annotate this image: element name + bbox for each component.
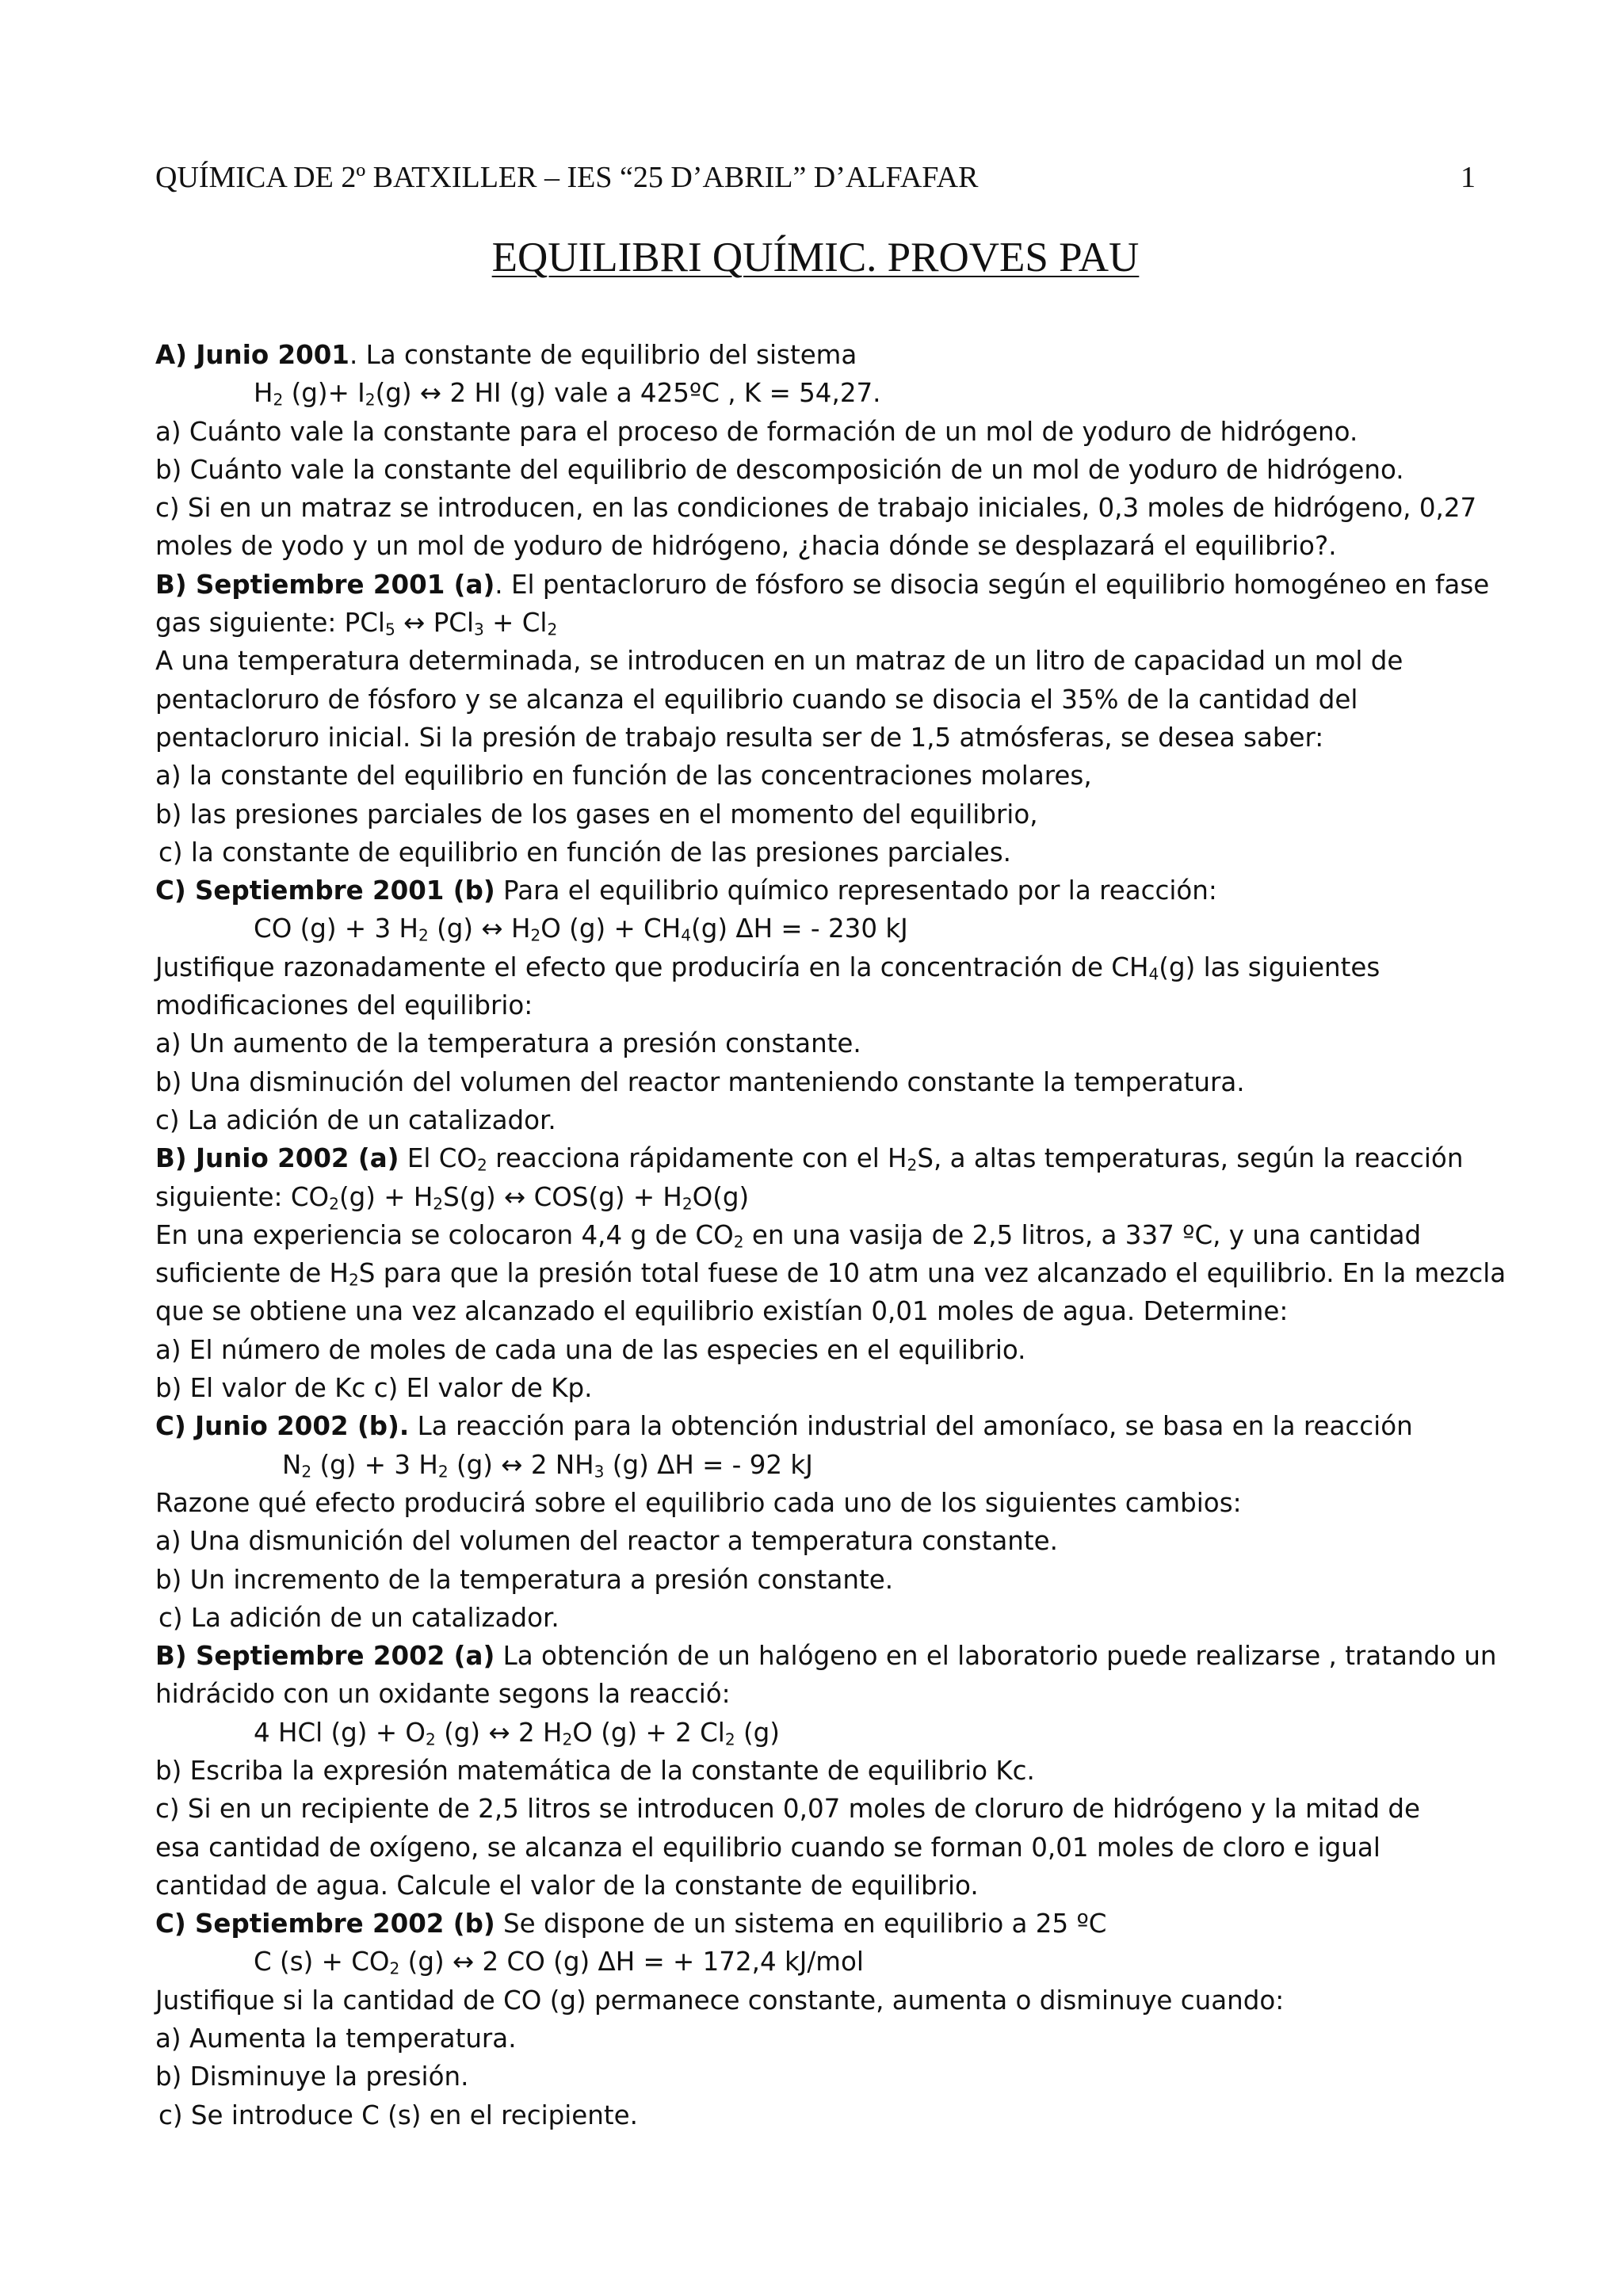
problem-text: . La constante de equilibrio del sistema	[349, 340, 857, 370]
header-text: QUÍMICA DE 2º BATXILLER – IES “25 D’ABRIL” D’ALFAFAR	[155, 161, 979, 194]
text-line: a) la constante del equilibrio en función de las concentraciones molares,	[155, 761, 1092, 791]
subscript: 2	[724, 1730, 735, 1749]
text-line	[155, 1254, 1507, 1292]
text-line: a) Un aumento de la temperatura a presión constante.	[155, 1028, 861, 1059]
eq-part: (g)+ I	[283, 378, 365, 409]
eq-part: (g) + H	[338, 1181, 433, 1212]
text-line	[155, 948, 1487, 986]
eq-part: ↔ PCl	[395, 608, 475, 639]
text-line: pentacloruro inicial. Si la presión de trabajo resulta ser de 1,5 atmósferas, se desea saber:	[155, 722, 1324, 753]
eq-part: S(g) ↔ COS(g) + H	[443, 1181, 682, 1212]
problem-a-heading	[155, 336, 1487, 374]
problem-c3-equation	[155, 1943, 1487, 1981]
eq-part: (g) ↔ 2 HI (g) vale a 425ºC , K = 54,27.	[375, 378, 881, 409]
text-line: a) Cuánto vale la constante para el proceso de formación de un mol de yoduro de hidrógeno.	[155, 416, 1358, 447]
text-line: b) Una disminución del volumen del reactor manteniendo constante la temperatura.	[155, 1066, 1245, 1097]
problem-label: A) Junio 2001	[155, 340, 349, 370]
subscript: 2	[682, 1193, 693, 1213]
text-line: a) Aumenta la temperatura.	[155, 2023, 517, 2054]
subscript: 3	[594, 1462, 605, 1482]
text-part: suficiente de H	[155, 1258, 349, 1289]
subscript: 2	[365, 390, 376, 410]
eq-part: (g) ↔ 2 NH	[448, 1449, 594, 1480]
text-line: moles de yodo y un mol de yoduro de hidrógeno, ¿hacia dónde se desplazará el equilibrio?.	[155, 531, 1337, 562]
problem-text: El CO	[399, 1143, 477, 1174]
problem-b2-equation	[155, 1178, 1487, 1216]
subscript: 2	[433, 1193, 444, 1213]
eq-part: + Cl	[483, 608, 548, 639]
subscript: 4	[681, 925, 692, 945]
subscript: 2	[273, 390, 284, 410]
eq-part: O (g) + CH	[540, 913, 682, 944]
text-line: b) Un incremento de la temperatura a presión constante.	[155, 1564, 894, 1595]
text-line	[155, 1216, 1487, 1254]
subscript: 2	[907, 1155, 918, 1175]
text-part: (g) las siguientes	[1159, 952, 1381, 982]
problem-b1-equation	[155, 604, 1487, 642]
subscript: 2	[389, 1958, 400, 1978]
subscript: 2	[437, 1462, 449, 1482]
text-line: hidrácido con un oxidante segons la reacció:	[155, 1679, 731, 1710]
eq-part: O(g)	[692, 1181, 750, 1212]
subscript: 4	[1148, 964, 1159, 984]
text-line: a) El número de moles de cada una de las especies en el equilibrio.	[155, 1334, 1026, 1365]
eq-part: (g) ↔ 2 CO (g) ΔH = + 172,4 kJ/mol	[399, 1947, 864, 1978]
subscript: 2	[329, 1193, 339, 1213]
text-part: En una experiencia se colocaron 4,4 g de CO	[155, 1219, 734, 1250]
problem-label: C) Septiembre 2002 (b)	[155, 1909, 495, 1939]
problem-b3-equation	[155, 1714, 1487, 1752]
problem-label: B) Septiembre 2002 (a)	[155, 1641, 495, 1672]
eq-part: (g) + 3 H	[311, 1449, 438, 1480]
problem-label: C) Septiembre 2001 (b)	[155, 875, 495, 906]
problem-c1-heading	[155, 871, 1487, 910]
text-line: modificaciones del equilibrio:	[155, 990, 533, 1021]
text-part: S para que la presión total fuese de 10 atm una vez alcanzado el equilibrio. En la mezcla	[358, 1258, 1507, 1289]
eq-part: H	[254, 378, 273, 409]
text-line: Razone qué efecto producirá sobre el equilibrio cada uno de los siguientes cambios:	[155, 1487, 1242, 1518]
problem-c2-heading	[155, 1407, 1487, 1445]
subscript: 3	[474, 620, 484, 639]
eq-part: O (g) + 2 Cl	[572, 1717, 725, 1748]
eq-part: gas siguiente: PCl	[155, 608, 385, 639]
problem-label: B) Junio 2002 (a)	[155, 1143, 399, 1174]
problem-text: Para el equilibrio químico representado por la reacción:	[495, 875, 1217, 906]
text-line: b) El valor de Kc c) El valor de Kp.	[155, 1373, 593, 1404]
eq-part: siguiente: CO	[155, 1181, 330, 1212]
text-line: c) Se introduce C (s) en el recipiente.	[158, 2100, 638, 2130]
problem-text: La reacción para la obtención industrial del amoníaco, se basa en la reacción	[409, 1411, 1413, 1442]
eq-part: N	[282, 1449, 302, 1480]
subscript: 2	[733, 1232, 744, 1252]
problem-text: . El pentacloruro de fósforo se disocia según el equilibrio homogéneo en fase	[495, 569, 1490, 600]
page-title: EQUILIBRI QUÍMIC. PROVES PAU	[491, 235, 1140, 280]
text-line: cantidad de agua. Calcule el valor de la constante de equilibrio.	[155, 1870, 979, 1901]
text-line: b) Escriba la expresión matemática de la constante de equilibrio Kc.	[155, 1755, 1035, 1786]
text-part: Justifique razonadamente el efecto que produciría en la concentración de CH	[155, 952, 1149, 982]
subscript: 2	[301, 1462, 312, 1482]
text-line: c) La adición de un catalizador.	[155, 1104, 556, 1135]
eq-part: (g) ↔ 2 H	[435, 1717, 563, 1748]
problem-b2-heading	[155, 1139, 1487, 1177]
eq-part: (g) ΔH = - 230 kJ	[691, 913, 908, 944]
eq-part: (g)	[735, 1717, 780, 1748]
text-line: c) La adición de un catalizador.	[158, 1602, 559, 1633]
text-line: a) Una dismunición del volumen del reactor a temperatura constante.	[155, 1526, 1058, 1557]
text-part: en una vasija de 2,5 litros, a 337 ºC, y una cantidad	[743, 1219, 1422, 1250]
text-line: c) Si en un matraz se introducen, en las condiciones de trabajo iniciales, 0,3 moles de hidrógeno, 0,27	[155, 493, 1477, 524]
problem-text: reacciona rápidamente con el H	[487, 1143, 907, 1174]
subscript: 2	[348, 1270, 359, 1290]
text-line: esa cantidad de oxígeno, se alcanza el equilibrio cuando se forman 0,01 moles de cloro e igual	[155, 1832, 1381, 1863]
eq-part: 4 HCl (g) + O	[254, 1717, 426, 1748]
problem-b1-heading	[155, 566, 1490, 604]
document-body	[155, 336, 1507, 2134]
problem-text: Se dispone de un sistema en equilibrio a 25 ºC	[495, 1909, 1107, 1939]
text-line: b) Cuánto vale la constante del equilibrio de descomposición de un mol de yoduro de hidrógeno.	[155, 454, 1404, 485]
eq-part: (g) ↔ H	[428, 913, 531, 944]
text-line: c) Si en un recipiente de 2,5 litros se introducen 0,07 moles de cloruro de hidrógeno y la mitad de	[155, 1794, 1420, 1825]
eq-part: C (s) + CO	[254, 1947, 390, 1978]
subscript: 2	[547, 620, 558, 639]
problem-a-equation	[155, 374, 1487, 412]
text-line: Justifique si la cantidad de CO (g) permanece constante, aumenta o disminuye cuando:	[155, 1985, 1285, 2016]
text-line: pentacloruro de fósforo y se alcanza el equilibrio cuando se disocia el 35% de la cantidad del	[155, 684, 1358, 715]
problem-label: B) Septiembre 2001 (a)	[155, 569, 495, 600]
subscript: 2	[562, 1730, 573, 1749]
page-header	[155, 157, 1476, 198]
text-line: A una temperatura determinada, se introducen en un matraz de un litro de capacidad un mol de	[155, 646, 1403, 677]
problem-text: S, a altas temperaturas, según la reacción	[917, 1143, 1464, 1174]
subscript: 2	[425, 1730, 436, 1749]
text-line: b) Disminuye la presión.	[155, 2061, 469, 2092]
problem-c3-heading	[155, 1905, 1487, 1943]
subscript: 2	[418, 925, 429, 945]
eq-part: (g) ΔH = - 92 kJ	[604, 1449, 813, 1480]
text-line: que se obtiene una vez alcanzado el equilibrio existían 0,01 moles de agua. Determine:	[155, 1296, 1289, 1327]
problem-text: La obtención de un halógeno en el laboratorio puede realizarse , tratando un	[495, 1641, 1497, 1672]
eq-part: CO (g) + 3 H	[254, 913, 418, 944]
page-number: 1	[1461, 161, 1476, 194]
subscript: 2	[477, 1155, 487, 1175]
subscript: 2	[530, 925, 541, 945]
text-line: c) la constante de equilibrio en función de las presiones parciales.	[158, 837, 1011, 868]
problem-b3-heading	[155, 1637, 1497, 1675]
problem-c1-equation	[155, 910, 1487, 948]
problem-c2-equation	[155, 1446, 1487, 1484]
problem-label: C) Junio 2002 (b).	[155, 1411, 410, 1442]
subscript: 5	[384, 620, 395, 639]
text-line: b) las presiones parciales de los gases en el momento del equilibrio,	[155, 799, 1038, 830]
